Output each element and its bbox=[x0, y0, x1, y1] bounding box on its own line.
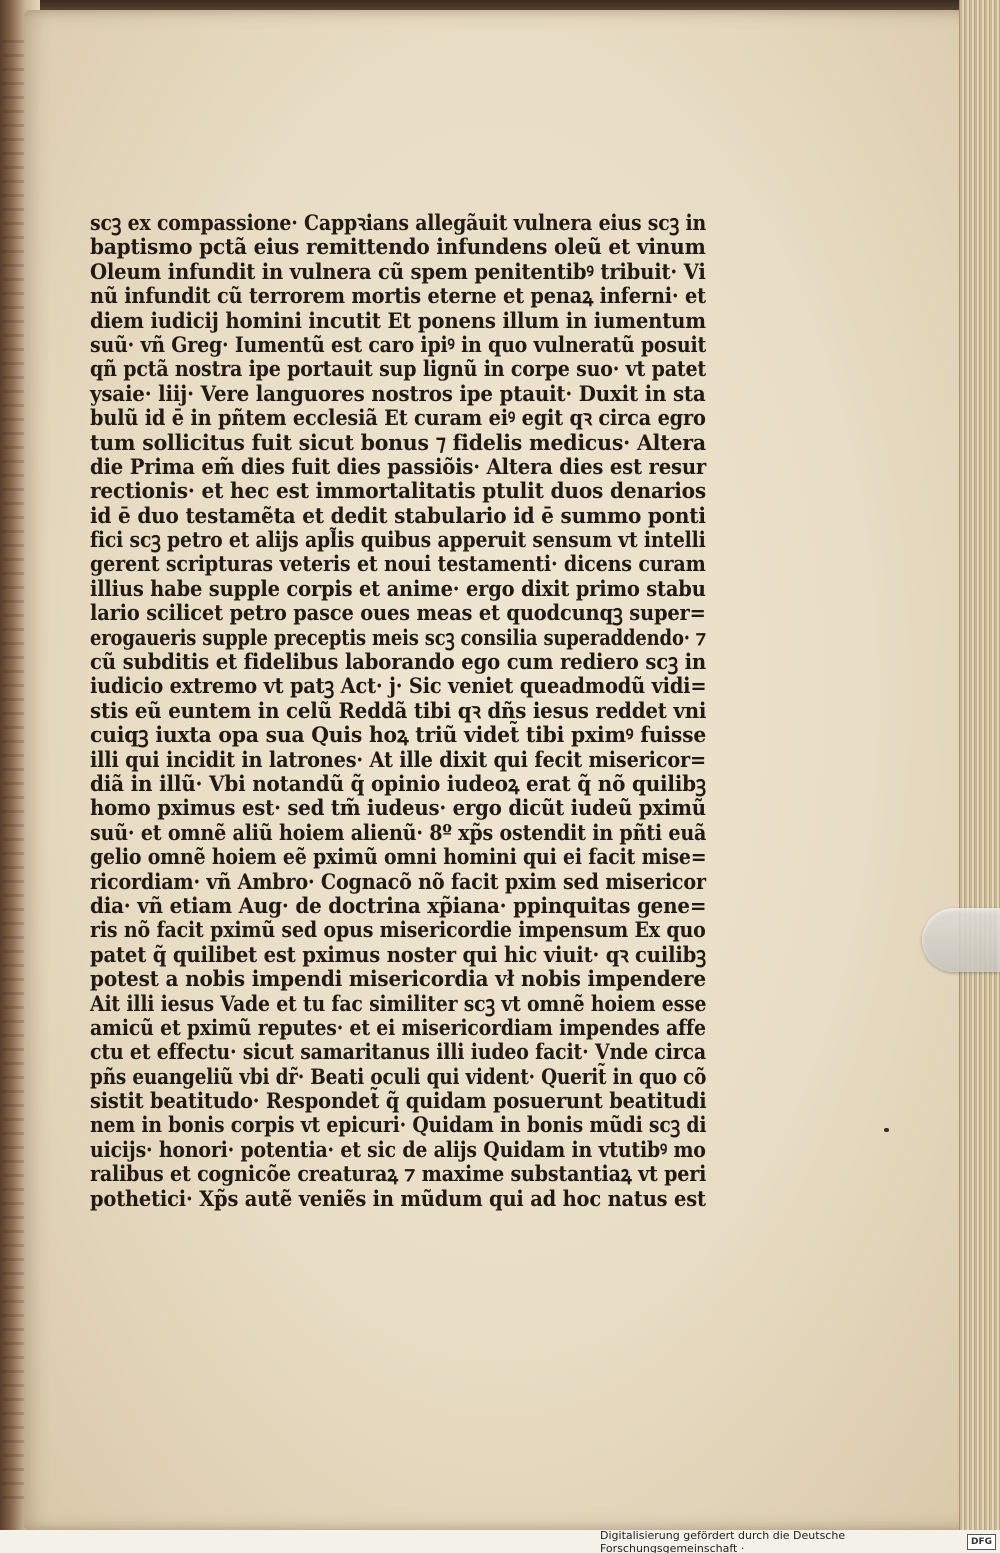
text-line: lario scilicet petro pasce oues meas et quodcunqꝫ super= bbox=[90, 601, 706, 627]
digitization-credit bbox=[600, 1529, 996, 1553]
text-line: bulũ id ē in pñtem ecclesiã Et curam eiꝰ egit qꝛ circa egro bbox=[90, 406, 706, 432]
text-line: cũ subditis et fidelibus laborando ego cum rediero scꝫ in bbox=[90, 650, 707, 676]
text-line: iudicio extremo vt patꝫ Act· j· Sic veniet queadmodũ vidi= bbox=[90, 674, 707, 700]
text-line: qñ pctã nostra ipe portauit sup lignũ in corpe suo· vt patet bbox=[90, 357, 706, 383]
text-line: diã in illũ· Vbi notandũ q̃ opinio iudeoꝝ erat q̃ nõ quilibꝫ bbox=[90, 771, 706, 797]
text-line: rectionis· et hec est immortalitatis ptulit duos denarios bbox=[90, 479, 707, 505]
text-line: sistit beatitudo· Respondet̃ q̃ quidam posuerunt beatitudi bbox=[90, 1089, 707, 1115]
text-line: erogaueris supple preceptis meis scꝫ consilia superaddendo· ⁊ bbox=[90, 625, 707, 651]
text-line: diem iudicij homini incutit Et ponens illum in iumentum bbox=[90, 308, 706, 334]
credit-text: Digitalisierung gefördert durch die Deutsche Forschungsgemeinschaft · bbox=[600, 1529, 846, 1553]
text-line: fici scꝫ petro et alijs apl̃is quibus apperuit sensum vt intelli bbox=[90, 528, 706, 554]
text-line: Ait illi iesus Vade et tu fac similiter scꝫ vt omnẽ hoiem esse bbox=[90, 991, 707, 1017]
text-line: nem in bonis corpis vt epicuri· Quidam in bonis mũdi scꝫ di bbox=[90, 1113, 707, 1139]
page-clip-tab bbox=[922, 908, 1000, 972]
page-stack-fore-edge bbox=[959, 0, 1000, 1540]
text-line: scꝫ ex compassione· Cappꝛians allegãuit vulnera eius scꝫ in bbox=[90, 211, 706, 236]
text-line: id ē duo testamẽta et dedit stabulario id ē summo ponti bbox=[90, 503, 706, 529]
text-line: potest a nobis impendi misericordia vł nobis impendere bbox=[90, 967, 706, 993]
text-line: pñs euangeliũ vbi dr̃· Beati oculi qui vident· Querit̃ in quo cõ bbox=[90, 1064, 707, 1090]
text-line: baptismo pctã eius remittendo infundens oleũ et vinum bbox=[90, 235, 706, 261]
text-line: ralibus et cognicõe creaturaꝝ ⁊ maxime substantiaꝝ vt peri bbox=[90, 1162, 707, 1188]
text-line: suũ· et omnẽ aliũ hoiem alienũ· 8º xp̃s ostendit in pñti euã bbox=[90, 820, 707, 846]
text-line: pothetici· Xp̃s autẽ veniẽs in mũdum qui ad hoc natus est bbox=[90, 1186, 706, 1212]
text-line: ysaie· liij· Vere languores nostros ipe ptauit· Duxit in sta bbox=[90, 381, 706, 407]
text-line: gelio omnẽ hoiem eẽ pximũ omni homini qui ei facit mise= bbox=[90, 845, 707, 871]
text-line: nũ infundit cũ terrorem mortis eterne et penaꝝ inferni· et bbox=[90, 284, 706, 310]
text-line: amicũ et pximũ reputes· et ei misericordiam impendes affe bbox=[90, 1015, 706, 1041]
text-line: uicijs· honori· potentia· et sic de alijs Quidam in vtutibꝰ mo bbox=[90, 1137, 706, 1163]
text-line: illi qui incidit in latrones· At ille dixit qui fecit misericor= bbox=[90, 747, 707, 773]
dfg-logo: DFG bbox=[967, 1534, 996, 1550]
text-line: ricordiam· vñ Ambro· Cognacõ nõ facit pxim sed misericor bbox=[90, 869, 706, 895]
text-line: homo pximus est· sed tm̃ iudeus· ergo dicũt iudeũ pximũ bbox=[90, 796, 706, 822]
text-line: cuiqꝫ iuxta opa sua Quis hoꝝ triũ videt̃ tibi pximꝰ fuisse bbox=[90, 723, 707, 749]
text-line: Oleum infundit in vulnera cũ spem penitentibꝰ tribuit· Vi bbox=[90, 259, 706, 285]
text-line: illius habe supple corpis et anime· ergo dixit primo stabu bbox=[90, 576, 706, 602]
text-line: ris nõ facit pximũ sed opus misericordie impensum Ex quo bbox=[90, 918, 706, 944]
text-line: die Prima em̃ dies fuit dies passiõis· Altera dies est resur bbox=[90, 454, 707, 480]
text-line: stis eũ euntem in celũ Reddã tibi qꝛ dñs iesus reddet vni bbox=[90, 698, 707, 724]
text-line: dia· vñ etiam Aug· de doctrina xp̃iana· ppinquitas gene= bbox=[90, 893, 707, 919]
text-line: gerent scripturas veteris et noui testamenti· dicens curam bbox=[90, 552, 706, 578]
text-line: ctu et effectu· sicut samaritanus illi iudeo facit· Vnde circa bbox=[90, 1040, 706, 1066]
printed-text-block bbox=[90, 212, 706, 1212]
text-line: patet q̃ quilibet est pximus noster qui hic viuit· qꝛ cuilibꝫ bbox=[90, 942, 707, 968]
ink-spot bbox=[884, 1128, 889, 1132]
text-line: tum sollicitus fuit sicut bonus ⁊ fidelis medicus· Altera bbox=[90, 430, 706, 456]
text-line: suũ· vñ Greg· Iumentũ est caro ipiꝰ in quo vulneratũ posuit bbox=[90, 332, 707, 358]
